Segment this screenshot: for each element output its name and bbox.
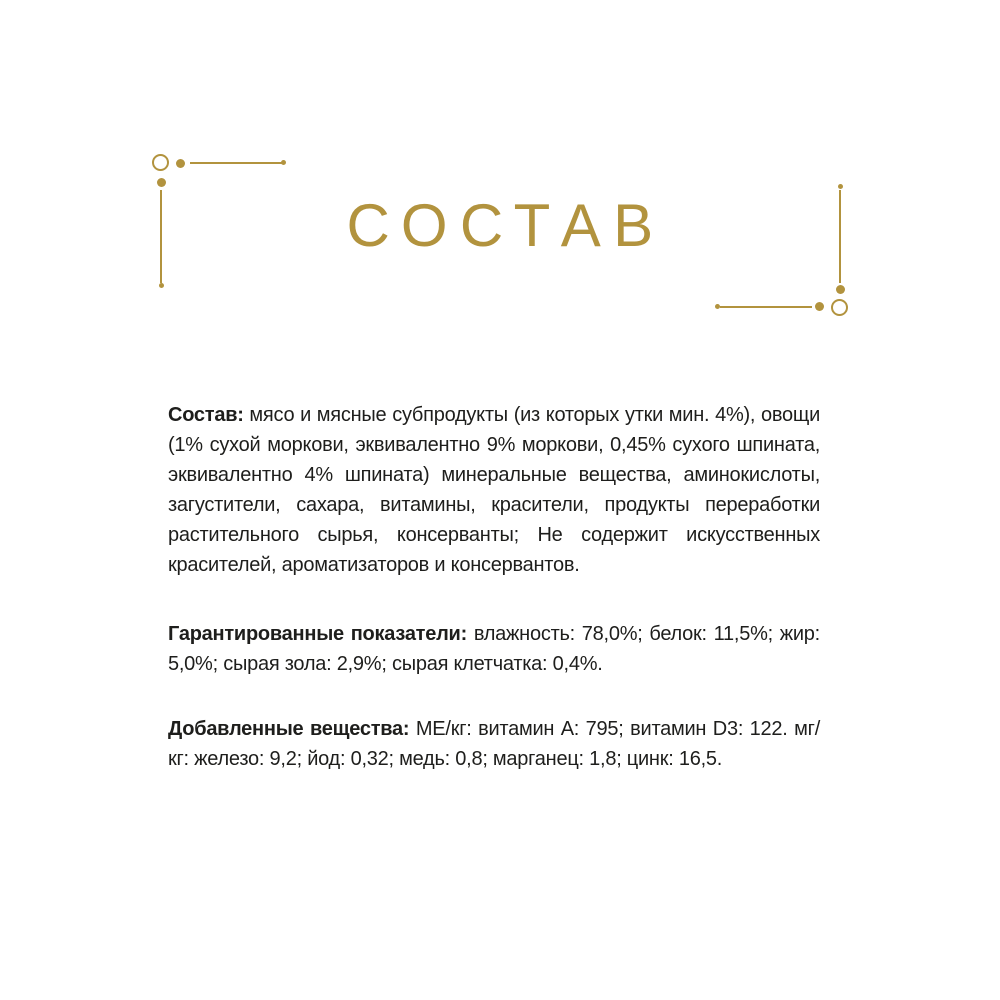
guaranteed-analysis-paragraph	[168, 619, 820, 679]
line-end-dot-icon	[159, 283, 164, 288]
horizontal-line	[720, 306, 812, 308]
composition-text: мясо и мясные субпродукты (из которых утки мин. 4%), овощи (1% сухой моркови, эквивалентно 9% моркови, 0,45% сухого шпината, эквивалентно 4% шпината) минеральные вещества, аминокислоты, загустители, сахара, витамины, красители, продукты переработки растительного сырья, консерванты; Не содержит искусственных красителей, ароматизаторов и консервантов.	[168, 404, 820, 576]
composition-paragraph	[168, 400, 820, 580]
composition-lead: Состав:	[168, 404, 244, 426]
dot-icon	[836, 285, 845, 294]
additives-paragraph	[168, 714, 820, 774]
line-end-dot-icon	[838, 184, 843, 189]
additives-lead: Добавленные вещества:	[168, 718, 410, 740]
dot-icon	[157, 178, 166, 187]
dot-icon	[815, 302, 824, 311]
line-end-dot-icon	[281, 160, 286, 165]
guaranteed-analysis-lead: Гарантированные показатели:	[168, 623, 468, 645]
dot-icon	[176, 159, 185, 168]
page-title: СОСТАВ	[346, 192, 666, 259]
ring-icon	[831, 299, 848, 316]
additives-text: МЕ/кг: витамин А: 795; витамин D3: 122. мг/кг: железо: 9,2; йод: 0,32; медь: 0,8; марганец: 1,8; цинк: 16,5.	[168, 718, 821, 770]
guaranteed-analysis-text: влажность: 78,0%; белок: 11,5%; жир: 5,0%; сырая зола: 2,9%; сырая клетчатка: 0,4%.	[168, 623, 820, 675]
ring-icon	[152, 154, 169, 171]
horizontal-line	[190, 162, 282, 164]
